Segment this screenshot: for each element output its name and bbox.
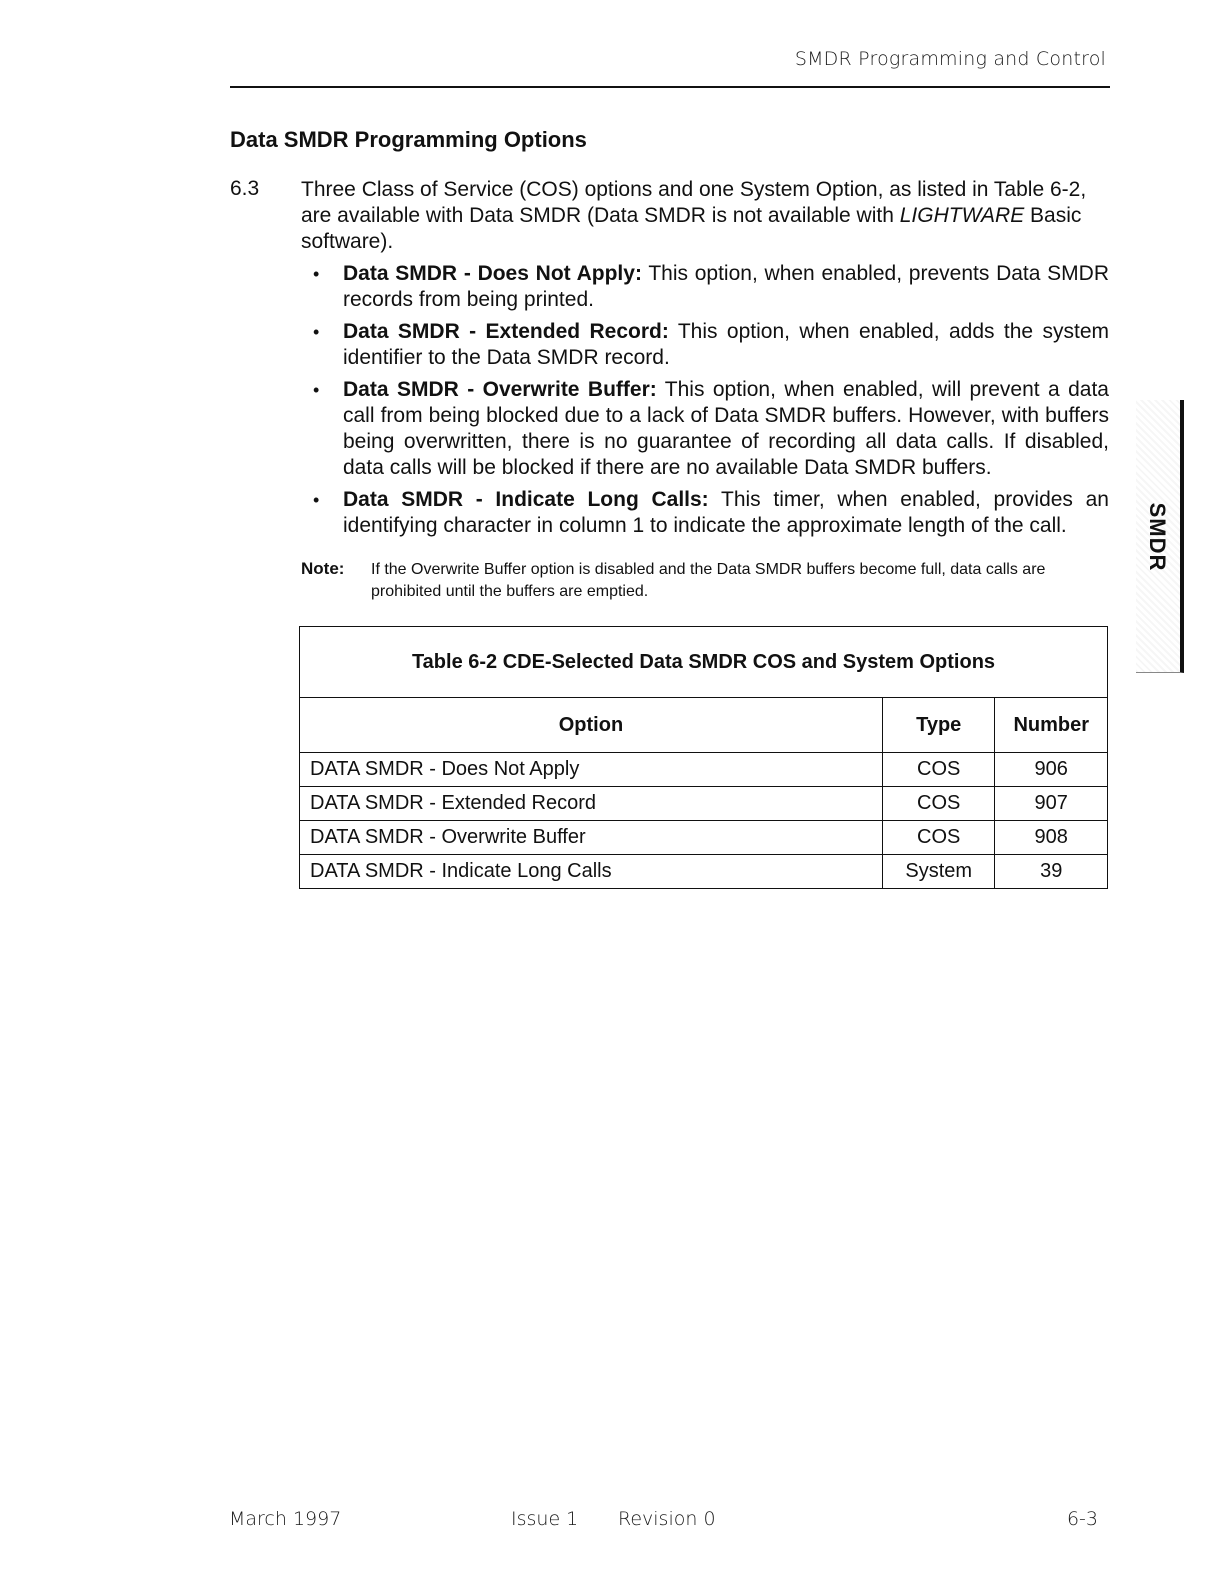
table-row — [300, 787, 1108, 821]
bullet-indicate-long-calls — [313, 487, 1109, 539]
cell-number: 39 — [995, 855, 1108, 889]
running-header: SMDR Programming and Control — [794, 48, 1106, 70]
cell-option: DATA SMDR - Extended Record — [300, 787, 883, 821]
intro-text-start: Three Class of Service (COS) options and one System Option, as listed in Table 6-2, are available with Data SMDR (Data SMDR is not available with — [301, 178, 1087, 227]
section-heading: Data SMDR Programming Options — [230, 127, 587, 152]
cell-option: DATA SMDR - Does Not Apply — [300, 753, 883, 787]
bullet-text: This option, when enabled, adds the system identifier to the Data SMDR record. — [343, 320, 1110, 369]
intro-paragraph — [301, 177, 1109, 255]
column-header-option: Option — [300, 698, 883, 753]
bullet-title: Data SMDR - Indicate Long Calls: — [343, 488, 709, 511]
options-table — [299, 626, 1108, 889]
cell-number: 906 — [995, 753, 1108, 787]
bullet-dot-icon: • — [313, 490, 320, 510]
options-table-container — [299, 626, 1108, 889]
table-caption-row — [300, 627, 1108, 698]
column-header-number: Number — [995, 698, 1108, 753]
table-row — [300, 753, 1108, 787]
footer-revision: Revision 0 — [618, 1508, 716, 1530]
cell-type: System — [882, 855, 995, 889]
table-row — [300, 855, 1108, 889]
table-caption: Table 6-2 CDE-Selected Data SMDR COS and System Options — [300, 627, 1108, 698]
note-text: If the Overwrite Buffer option is disabled and the Data SMDR buffers become full, data calls are prohibited until the buffers are emptied. — [371, 561, 1046, 600]
note-label: Note: — [301, 559, 345, 578]
bullet-does-not-apply — [313, 261, 1110, 313]
bullet-text: This option, when enabled, prevents Data SMDR records from being printed. — [343, 262, 1110, 311]
bullet-overwrite-buffer — [313, 377, 1109, 481]
bullet-extended-record — [313, 319, 1110, 371]
cell-number: 908 — [995, 821, 1108, 855]
bullet-text: This timer, when enabled, provides an identifying character in column 1 to indicate the approximate length of the call. — [343, 488, 1109, 537]
footer-issue: Issue 1 — [511, 1508, 579, 1530]
cell-type: COS — [882, 753, 995, 787]
cell-option: DATA SMDR - Indicate Long Calls — [300, 855, 883, 889]
side-tab-label: SMDR — [1145, 502, 1170, 572]
paragraph-number: 6.3 — [230, 177, 260, 200]
header-rule — [230, 86, 1110, 88]
cell-type: COS — [882, 821, 995, 855]
bullet-dot-icon: • — [313, 264, 320, 284]
bullet-dot-icon: • — [313, 380, 320, 400]
bullet-dot-icon: • — [313, 322, 320, 342]
bullet-title: Data SMDR - Does Not Apply: — [343, 262, 642, 285]
cell-type: COS — [882, 787, 995, 821]
bullet-title: Data SMDR - Overwrite Buffer: — [343, 378, 657, 401]
column-header-type: Type — [882, 698, 995, 753]
table-row — [300, 821, 1108, 855]
table-header-row — [300, 698, 1108, 753]
footer-page-number: 6-3 — [1066, 1508, 1098, 1530]
bullet-title: Data SMDR - Extended Record: — [343, 320, 669, 343]
footer-date: March 1997 — [229, 1508, 342, 1530]
cell-option: DATA SMDR - Overwrite Buffer — [300, 821, 883, 855]
option-bullet-list — [313, 261, 1110, 545]
bullet-text: This option, when enabled, will prevent a data call from being blocked due to a lack of Data SMDR buffers. However, with buffers being overwritten, there is no guarantee of recording all data calls. If disabled, data calls will be blocked if there are no available Data SMDR buffers. — [343, 378, 1109, 479]
intro-text-end: Basic software). — [301, 204, 1082, 253]
cell-number: 907 — [995, 787, 1108, 821]
product-name: LIGHTWARE — [899, 204, 1025, 227]
